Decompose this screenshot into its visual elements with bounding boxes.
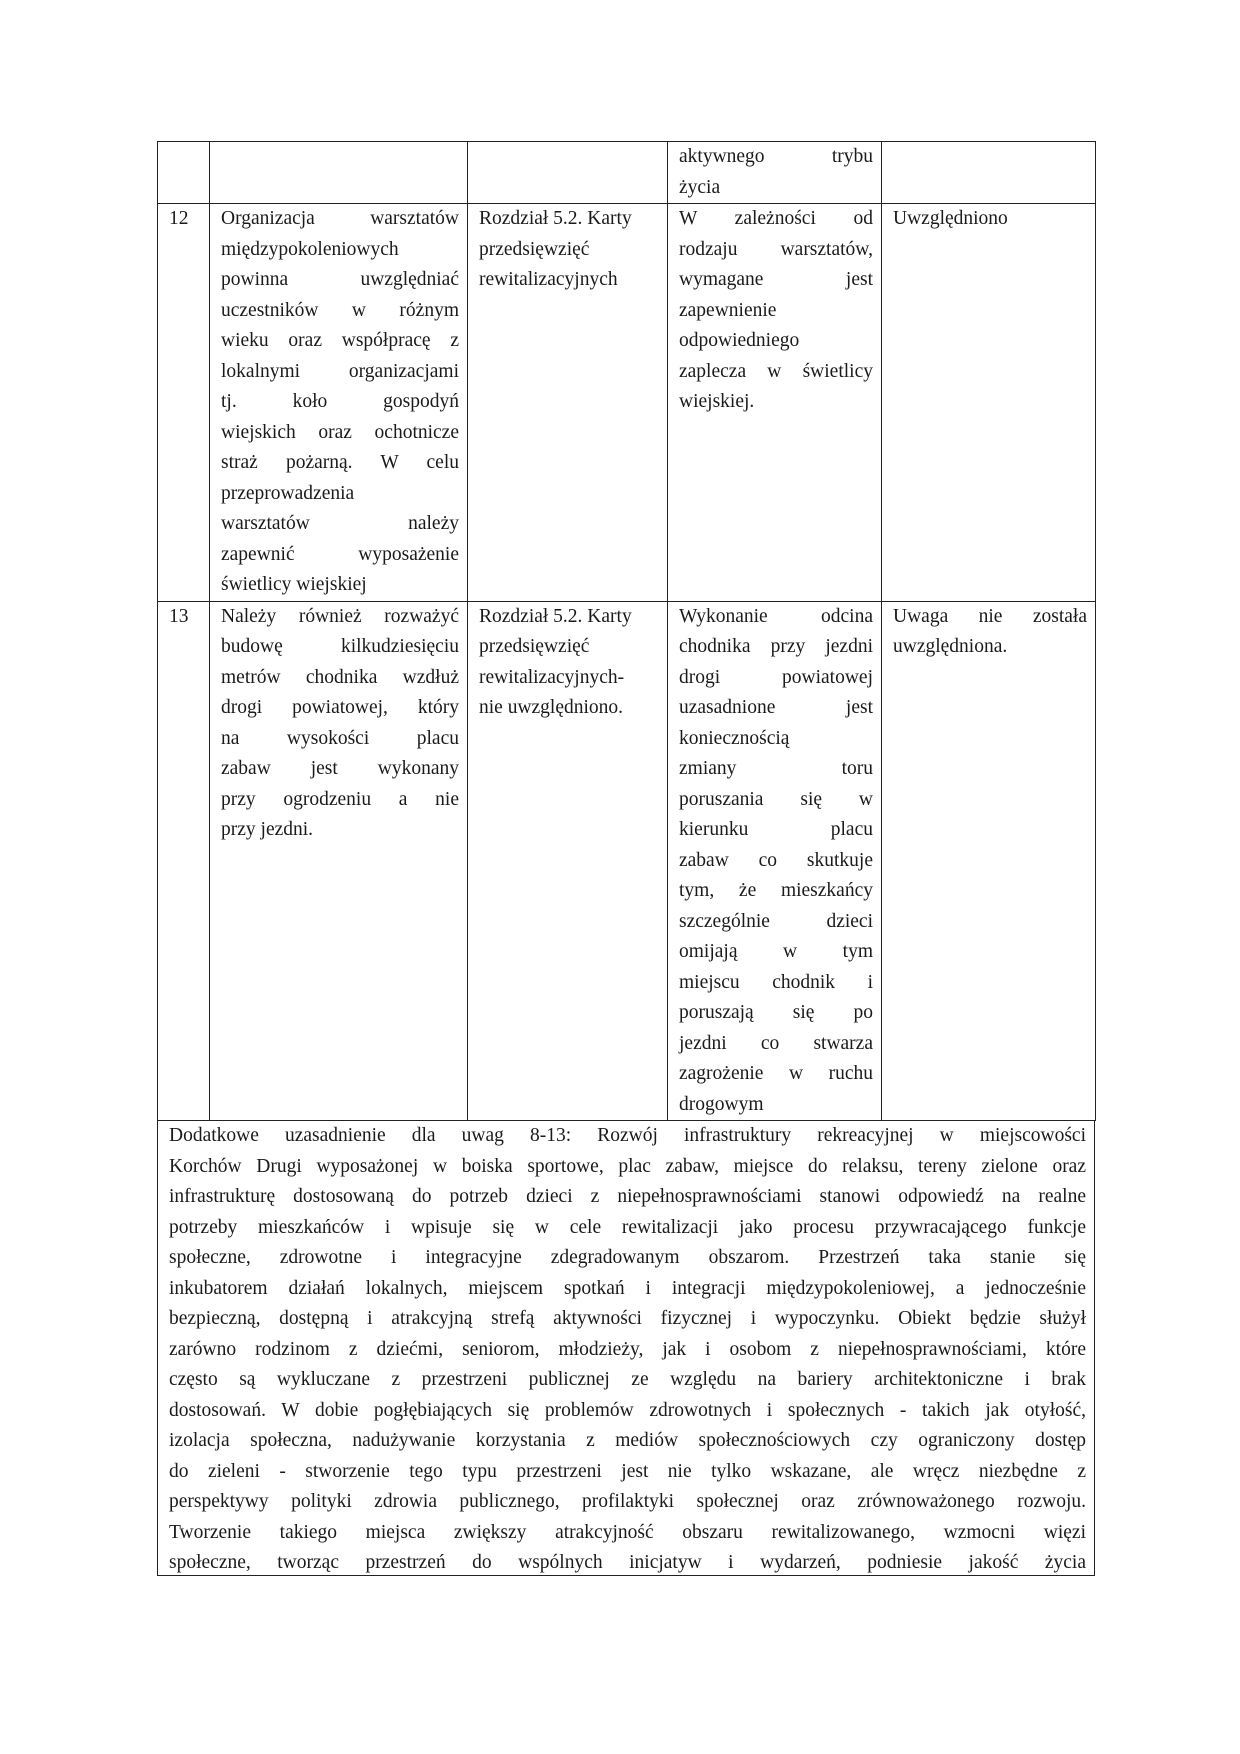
text-line: budowę kilkudziesięciu bbox=[221, 636, 459, 657]
text-line: omijają w tym bbox=[679, 941, 873, 962]
text-line: przy jezdni. bbox=[221, 819, 314, 840]
paragraph-line: Korchów Drugi wyposażonej w boiska sportowe, plac zabaw, miejsce do relaksu, tereny zielone oraz bbox=[169, 1155, 1086, 1177]
text-line: zabaw jest wykonany bbox=[221, 758, 459, 779]
text-line: zapewnienie bbox=[679, 299, 777, 321]
text-line: lokalnymi organizacjami bbox=[221, 360, 459, 382]
text-line: przeprowadzenia bbox=[221, 482, 355, 504]
text-line: rewitalizacyjnych bbox=[479, 269, 618, 290]
text-line: Wykonanie odcina bbox=[679, 605, 873, 627]
text-line: szczególnie dzieci bbox=[679, 910, 873, 932]
cell-justification bbox=[668, 142, 882, 204]
text-line: wieku oraz współpracę z bbox=[221, 330, 459, 351]
text-line: zagrożenie w ruchu bbox=[679, 1063, 873, 1084]
text-line: na wysokości placu bbox=[221, 727, 459, 749]
text-line: zabaw co skutkuje bbox=[679, 849, 873, 871]
table-row-13 bbox=[158, 601, 1096, 1121]
text-line: uzasadnione jest bbox=[679, 697, 873, 718]
paragraph-line: Tworzenie takiego miejsca zwiększy atrakcyjność obszaru rewitalizowanego, wzmocni więzi bbox=[169, 1521, 1086, 1543]
text-line: straż pożarną. W celu bbox=[221, 452, 459, 473]
text-line: nie uwzględniono. bbox=[479, 697, 624, 718]
text-line: wiejskich oraz ochotnicze bbox=[221, 421, 459, 443]
paragraph-line: inkubatorem działań lokalnych, miejscem spotkań i integracji międzypokoleniowej, a jednocześnie bbox=[169, 1277, 1086, 1299]
cell-status bbox=[882, 601, 1096, 1121]
text-line: rewitalizacyjnych- bbox=[479, 666, 625, 688]
cell-number: 12 bbox=[158, 204, 210, 602]
text-line: przy ogrodzeniu a nie bbox=[221, 788, 459, 810]
paragraph-line: perspektywy polityki zdrowia publicznego, profilaktyki społecznej oraz zrównoważonego rozwoju. bbox=[169, 1491, 1086, 1512]
cell-status bbox=[882, 204, 1096, 602]
table-row-continuation bbox=[158, 142, 1096, 204]
cell-justification bbox=[668, 204, 882, 602]
text-line: miejscu chodnik i bbox=[679, 971, 873, 993]
cell-justification bbox=[668, 601, 882, 1121]
text-line: jezdni co stwarza bbox=[679, 1032, 873, 1054]
cell-chapter bbox=[468, 204, 668, 602]
paragraph-line: do zieleni - stworzenie tego typu przestrzeni jest nie tylko wskazane, ale wręcz niezbędne z bbox=[169, 1460, 1086, 1482]
text-line: świetlicy wiejskiej bbox=[221, 574, 367, 595]
text-line: przedsięwzięć bbox=[479, 238, 590, 260]
cell-status bbox=[882, 142, 1096, 204]
text-line: powinna uwzględniać bbox=[221, 269, 459, 290]
text-line: uczestników w różnym bbox=[221, 299, 459, 321]
cell-chapter bbox=[468, 601, 668, 1121]
text-line: międzypokoleniowych bbox=[221, 238, 399, 260]
text-line: wiejskiej. bbox=[679, 391, 755, 412]
paragraph-line: potrzeby mieszkańców i wpisuje się w cele rewitalizacji jako procesu przywracającego funkcje bbox=[169, 1216, 1086, 1238]
text-line: przedsięwzięć bbox=[479, 636, 590, 657]
text-line: aktywnego trybu bbox=[679, 146, 873, 167]
text-line: kierunku placu bbox=[679, 819, 873, 840]
text-line: poruszania się w bbox=[679, 788, 873, 810]
text-line: zmiany toru bbox=[679, 758, 873, 779]
status-text: Uwaga nie została bbox=[893, 605, 1087, 627]
table-row-12 bbox=[158, 204, 1096, 602]
text-line: poruszają się po bbox=[679, 1002, 873, 1023]
text-line: Rozdział 5.2. Karty bbox=[479, 208, 632, 229]
paragraph-line: społeczne, tworząc przestrzeń do wspólnych inicjatyw i wydarzeń, podniesie jakość życia bbox=[169, 1552, 1086, 1573]
comments-table bbox=[157, 141, 1096, 1121]
text-line: metrów chodnika wzdłuż bbox=[221, 666, 459, 688]
paragraph-line: bezpieczną, dostępną i atrakcyjną strefą aktywności fizycznej i wypoczynku. Obiekt będzie służył bbox=[169, 1308, 1086, 1329]
cell-number bbox=[158, 142, 210, 204]
cell-comment bbox=[210, 142, 468, 204]
cell-comment bbox=[210, 204, 468, 602]
paragraph-line: izolacja społeczna, nadużywanie korzystania z mediów społecznościowych czy ograniczony dostęp bbox=[169, 1430, 1086, 1451]
text-line: warsztatów należy bbox=[221, 513, 459, 534]
paragraph-line: zarówno rodzinom z dziećmi, seniorom, młodzieży, jak i osobom z niepełnosprawnościami, które bbox=[169, 1338, 1086, 1360]
additional-justification bbox=[157, 1121, 1095, 1576]
text-line: rodzaju warsztatów, bbox=[679, 238, 873, 260]
cell-number: 13 bbox=[158, 601, 210, 1121]
status-text: Uwzględniono bbox=[893, 208, 1008, 229]
cell-comment bbox=[210, 601, 468, 1121]
text-line: zapewnić wyposażenie bbox=[221, 543, 459, 565]
text-line: drogi powiatowej, który bbox=[221, 697, 459, 718]
text-line: wymagane jest bbox=[679, 269, 873, 290]
text-line: koniecznością bbox=[679, 727, 790, 749]
text-line: drogi powiatowej bbox=[679, 666, 873, 688]
text-line: tj. koło gospodyń bbox=[221, 391, 459, 412]
text-line: Rozdział 5.2. Karty bbox=[479, 605, 632, 627]
paragraph-line: dostosowań. W dobie pogłębiających się problemów zdrowotnych i społecznych - takich jak otyłość, bbox=[169, 1399, 1086, 1421]
text-line: chodnika przy jezdni bbox=[679, 636, 873, 657]
text-line: odpowiedniego bbox=[679, 330, 800, 351]
cell-chapter bbox=[468, 142, 668, 204]
text-line: Należy również rozważyć bbox=[221, 605, 459, 627]
paragraph-line: społeczne, zdrowotne i integracyjne zdegradowanym obszarom. Przestrzeń taka stanie się bbox=[169, 1247, 1086, 1268]
status-text: uwzględniona. bbox=[893, 636, 1008, 657]
text-line: zaplecza w świetlicy bbox=[679, 360, 873, 382]
text-line: drogowym bbox=[679, 1093, 764, 1115]
paragraph-line: infrastrukturę dostosowaną do potrzeb dzieci z niepełnosprawnościami stanowi odpowiedź na realne bbox=[169, 1186, 1086, 1207]
paragraph-line: Dodatkowe uzasadnienie dla uwag 8-13: Rozwój infrastruktury rekreacyjnej w miejscowości bbox=[169, 1125, 1086, 1146]
text-line: W zależności od bbox=[679, 208, 873, 229]
text-line: życia bbox=[679, 176, 721, 198]
text-line: tym, że mieszkańcy bbox=[679, 880, 873, 901]
paragraph-line: często są wykluczane z przestrzeni publicznej ze względu na bariery architektoniczne i brak bbox=[169, 1369, 1086, 1390]
text-line: Organizacja warsztatów bbox=[221, 208, 459, 229]
document-page bbox=[157, 141, 1095, 1576]
